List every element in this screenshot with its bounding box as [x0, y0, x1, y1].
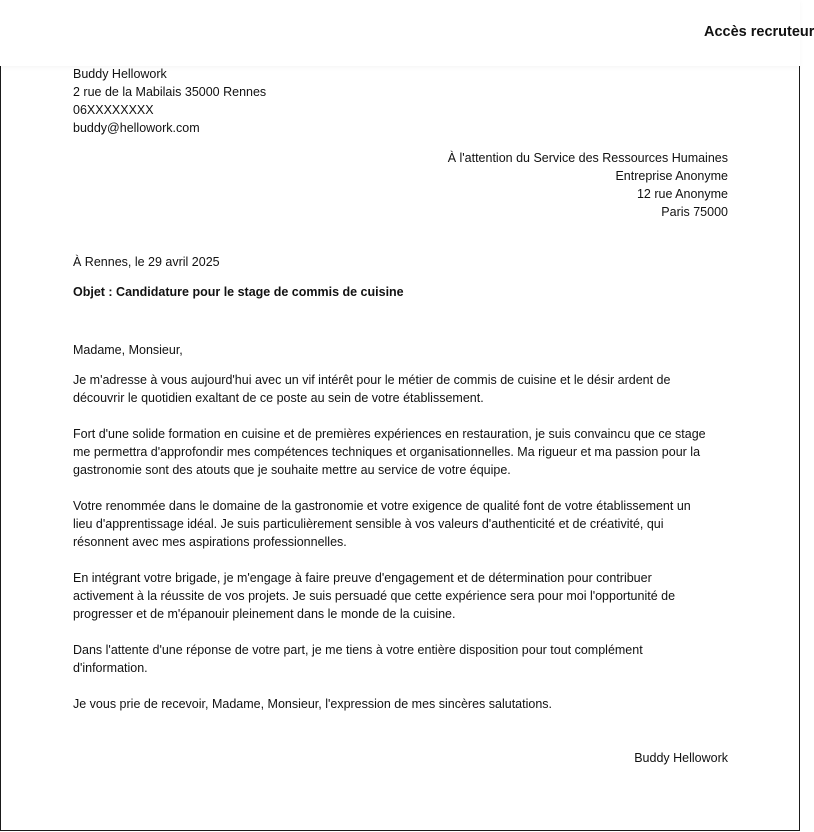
paragraph-line: découvrir le quotidien exaltant de ce poste au sein de votre établissement.: [73, 391, 484, 405]
letter-paragraph: [73, 569, 723, 623]
subject-line: Objet : Candidature pour le stage de commis de cuisine: [73, 285, 404, 299]
letter-paragraph: [73, 371, 723, 407]
signature: Buddy Hellowork: [634, 751, 728, 765]
cover-letter: [0, 66, 800, 831]
sender-address: 2 rue de la Mabilais 35000 Rennes: [73, 85, 267, 99]
recruiter-access-link[interactable]: Accès recruteur: [704, 24, 814, 40]
recipient-company: Entreprise Anonyme: [615, 169, 728, 183]
paragraph-line: résonnent avec mes aspirations professionnelles.: [73, 535, 347, 549]
sender-phone: 06XXXXXXXX: [73, 103, 154, 117]
paragraph-line: progresser et de m'épanouir pleinement dans le monde de la cuisine.: [73, 607, 456, 621]
paragraph-line: me permettra d'approfondir mes compétences techniques et organisationnelles. Ma rigueur et ma passion pour la: [73, 445, 701, 459]
salutation: Madame, Monsieur,: [73, 343, 183, 357]
date-line: À Rennes, le 29 avril 2025: [73, 255, 220, 269]
sender-name: Buddy Hellowork: [73, 67, 167, 81]
sender-block: [73, 65, 266, 137]
paragraph-line: activement à la réussite de vos projets. Je suis persuadé que cette expérience sera pour moi l'opportunité de: [73, 589, 676, 603]
recipient-block: [448, 149, 728, 221]
paragraph-line: Dans l'attente d'une réponse de votre part, je me tiens à votre entière disposition pour tout complément: [73, 643, 643, 657]
letter-paragraph: [73, 425, 723, 479]
paragraph-line: d'information.: [73, 661, 148, 675]
letter-paragraph: [73, 695, 723, 713]
sender-email: buddy@hellowork.com: [73, 121, 200, 135]
paragraph-line: gastronomie sont des atouts que je souhaite mettre au service de votre équipe.: [73, 463, 511, 477]
letter-paragraph: [73, 641, 723, 677]
paragraph-line: En intégrant votre brigade, je m'engage à faire preuve d'engagement et de détermination pour contribuer: [73, 571, 652, 585]
letter-paragraph: [73, 497, 723, 551]
recipient-attention: À l'attention du Service des Ressources Humaines: [447, 151, 728, 165]
top-header: [0, 0, 814, 66]
paragraph-line: lieu d'apprentissage idéal. Je suis particulièrement sensible à vos valeurs d'authenticité et de créativité, qui: [73, 517, 664, 531]
paragraph-line: Votre renommée dans le domaine de la gastronomie et votre exigence de qualité font de votre établissement un: [73, 499, 691, 513]
recipient-street: 12 rue Anonyme: [636, 187, 728, 201]
paragraph-line: Je m'adresse à vous aujourd'hui avec un vif intérêt pour le métier de commis de cuisine et le désir ardent de: [73, 373, 671, 387]
recipient-city: Paris 75000: [661, 205, 728, 219]
paragraph-line: Je vous prie de recevoir, Madame, Monsieur, l'expression de mes sincères salutations.: [73, 697, 553, 711]
paragraph-line: Fort d'une solide formation en cuisine et de premières expériences en restauration, je suis convaincu que ce stage: [73, 427, 706, 441]
